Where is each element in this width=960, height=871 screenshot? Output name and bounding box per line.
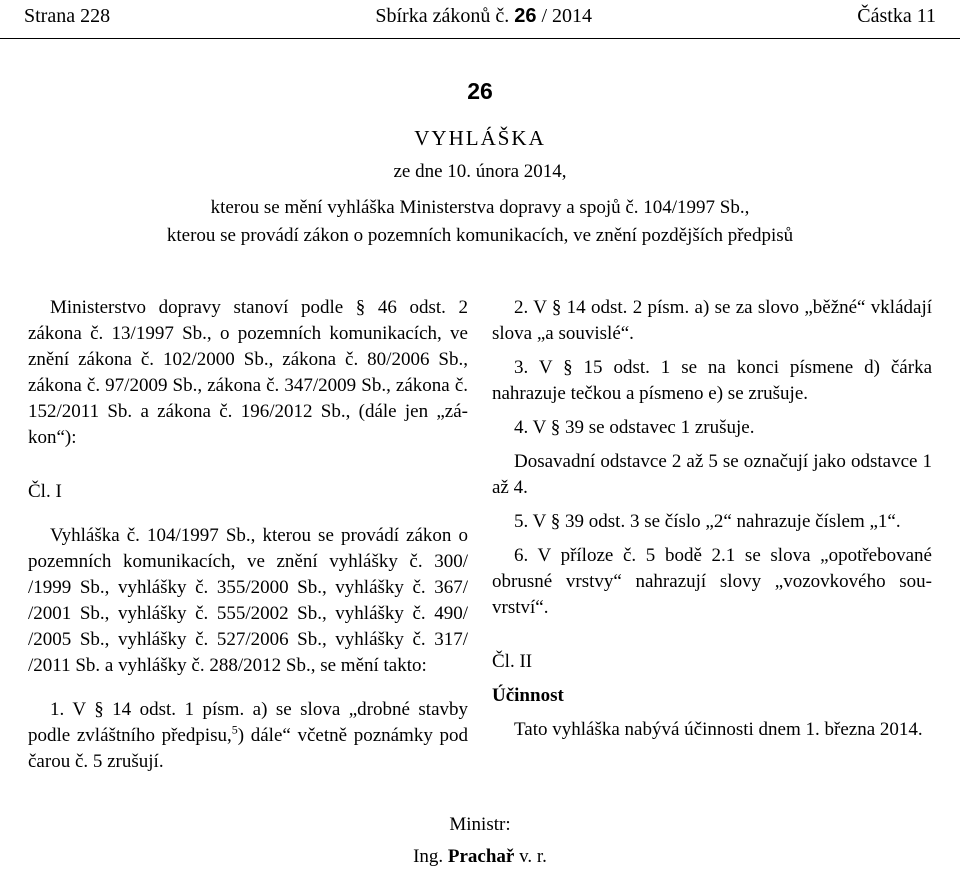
amendment-point-4-cont: Dosavadní odstavce 2 až 5 se označují jako odstavce 1 až 4.	[492, 451, 932, 498]
amendment-point-5: 5. V § 39 odst. 3 se číslo „2“ nahrazuje číslem „1“.	[514, 511, 901, 532]
part-number: Částka 11	[857, 5, 936, 27]
article-1-heading: Čl. I	[28, 481, 62, 502]
signature-suffix: v. r.	[519, 846, 547, 867]
document-number: 26	[467, 78, 493, 104]
preamble: Ministerstvo dopravy stanoví podle § 46 odst. 2 zákona č. 13/1997 Sb., o pozemních komunikacích, ve znění zákona č. 102/2000 Sb., zákona č. 80/2006 Sb., zákona č. 97/2009 Sb., zákona č. 347/2009 Sb., zákona č. 152/2011 Sb. a zákona č. 196/2012 Sb., (dále jen „zá-kon“):	[28, 297, 468, 448]
document-subject-line1: kterou se mění vyhláška Ministerstva dopravy a spojů č. 104/1997 Sb.,	[210, 197, 750, 218]
document-subject-line2: kterou se provádí zákon o pozemních komunikacích, ve znění pozdějších předpisů	[166, 225, 794, 246]
article-2-text: Tato vyhláška nabývá účinnosti dnem 1. března 2014.	[514, 719, 923, 740]
header-divider	[0, 38, 960, 39]
collection-title	[375, 2, 592, 30]
amendment-point-1	[28, 697, 468, 775]
collection-number: 26	[514, 5, 537, 27]
article-1-intro: Vyhláška č. 104/1997 Sb., kterou se provádí zákon o pozemních komunikacích, ve znění vyhlášky č. 300/ /1999 Sb., vyhlášky č. 355/2000 Sb., vyhlášky č. 367/ /2001 Sb., vyhlášky č. 555/2002 Sb., vyhlášky č. 490/ /2005 Sb., vyhlášky č. 527/2006 Sb., vyhlášky č. 317/ /2011 Sb. a vyhlášky č. 288/2012 Sb., se mění takto:	[28, 525, 468, 676]
page-number: Strana 228	[24, 5, 111, 27]
point-1-text: 1. V § 14 odst. 1 písm. a) se slova „drobné stavby podle zvláštního předpisu,	[28, 699, 468, 746]
signature-role: Ministr:	[449, 814, 511, 835]
article-2-heading: Čl. II	[492, 651, 533, 672]
signature-title: Ing.	[413, 846, 444, 867]
right-column	[492, 295, 932, 743]
amendment-point-6: 6. V příloze č. 5 bodě 2.1 se slova „opotřebované obrusné vrstvy“ nahrazují slovy „vozovkového sou-vrství“.	[492, 545, 932, 618]
signature-name-line	[0, 844, 960, 870]
document-kind: VYHLÁŠKA	[414, 126, 546, 150]
amendment-point-3: 3. V § 15 odst. 1 se na konci písmene d) čárka nahrazuje tečkou a písmeno e) se zrušuje.	[492, 357, 932, 404]
collection-prefix: Sbírka zákonů č.	[375, 5, 510, 27]
point-1-text-cont: ) dále“ včetně poznámky pod čarou č. 5 zrušují.	[28, 725, 468, 772]
page-header	[24, 2, 936, 30]
left-column	[28, 295, 468, 775]
amendment-point-4: 4. V § 39 se odstavec 1 zrušuje.	[514, 417, 755, 438]
article-2-title: Účinnost	[492, 685, 564, 706]
footnote-ref: 5	[231, 722, 238, 737]
amendment-point-2: 2. V § 14 odst. 2 písm. a) se za slovo „běžné“ vkládají slova „a souvislé“.	[492, 297, 932, 344]
document-date: ze dne 10. února 2014,	[393, 161, 567, 182]
signature-name: Prachař	[447, 846, 515, 867]
collection-suffix: / 2014	[541, 5, 593, 27]
